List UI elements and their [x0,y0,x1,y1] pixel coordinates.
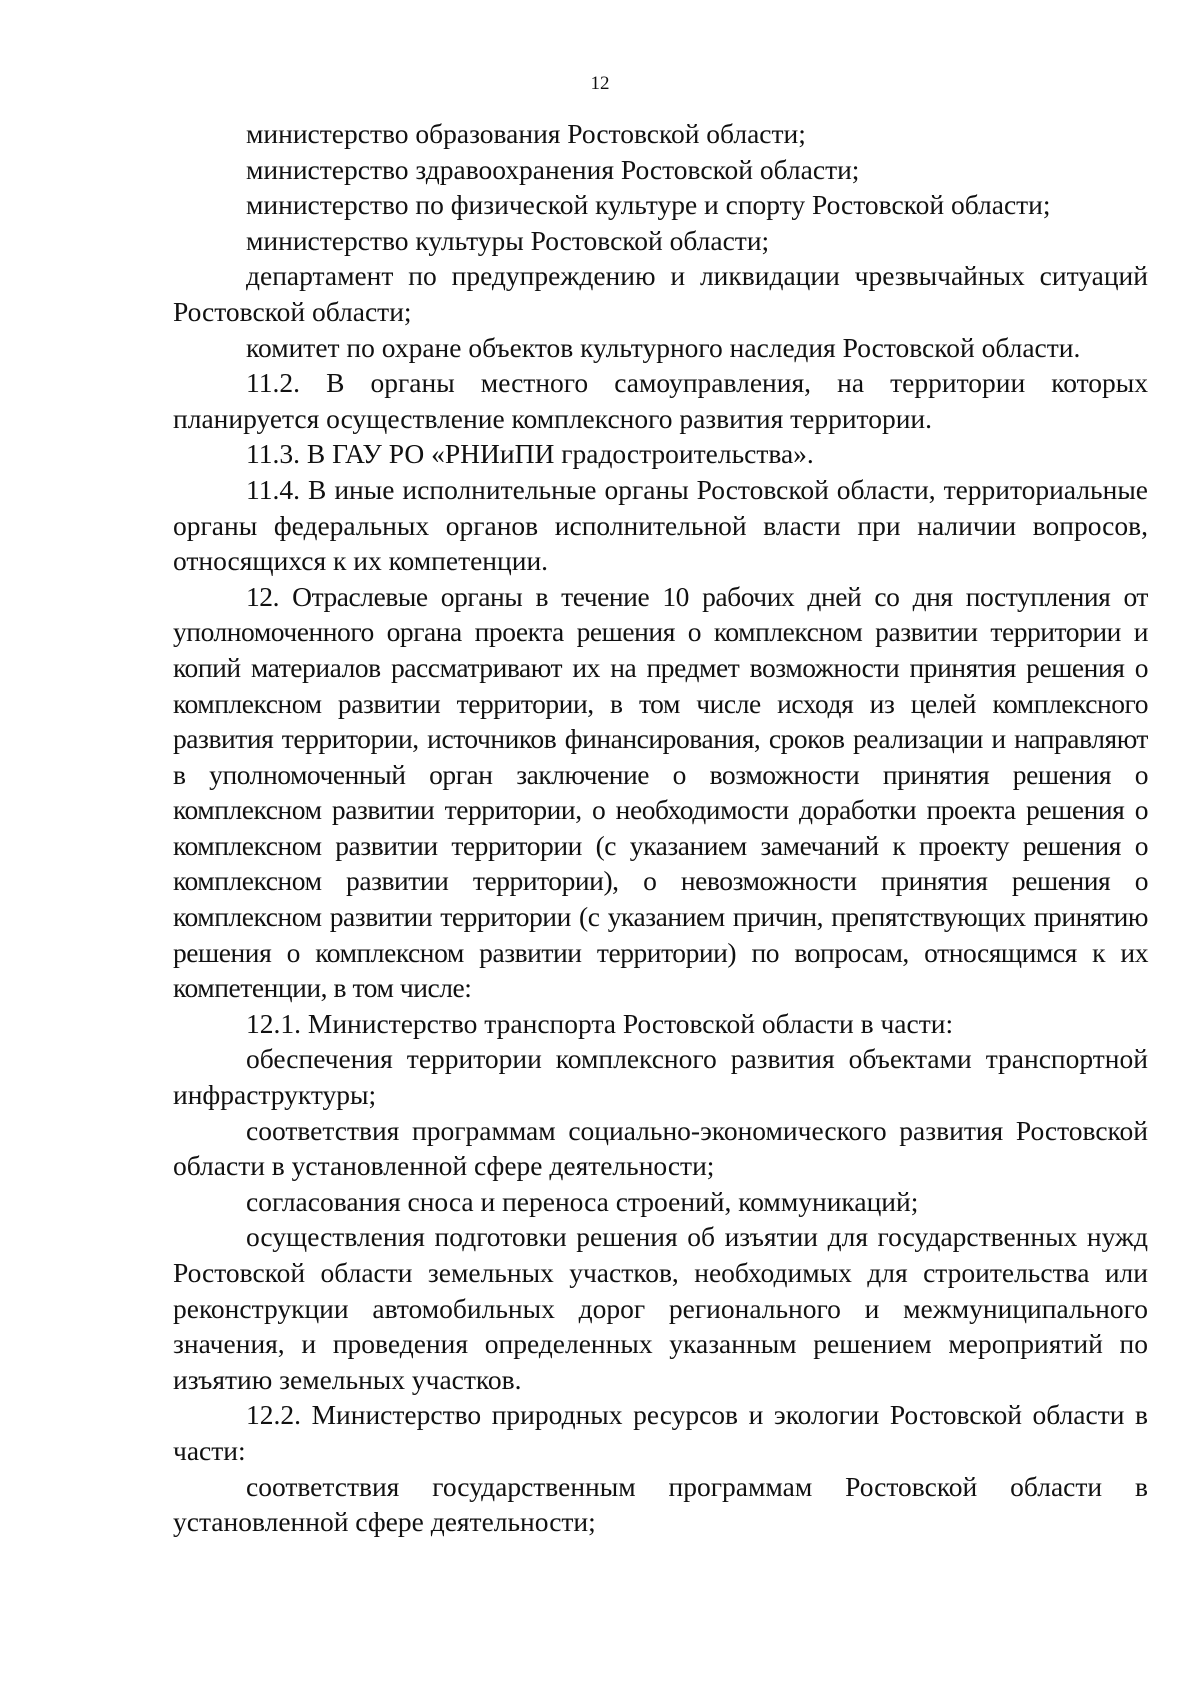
paragraph-programs-compliance: соответствия программам социально-экономического развития Ростовской области в установленной сфере деятельности; [173,1114,1148,1182]
paragraph-11-4: 11.4. В иные исполнительные органы Ростовской области, территориальные органы федеральных органов исполнительной власти при наличии вопросов, относящихся к их компетенции. [173,473,1148,577]
paragraph-ministry-sport: министерство по физической культуре и спорту Ростовской области; [246,189,1051,221]
paragraph-12: 12. Отраслевые органы в течение 10 рабочих дней со дня поступления от уполномоченного органа проекта решения о комплексном развитии территории и копий материалов рассматривают их на предмет возможности принятия решения о комплексном развитии территории, в том числе исходя из целей комплексного развития территории, источников финансирования, сроков реализации и направляют в уполномоченный орган заключение о возможности принятия решения о комплексном развитии территории, о необходимости доработки проекта решения о комплексном развитии территории (с указанием замечаний к проекту решения о комплексном развитии территории), о невозможности принятия решения о комплексном развитии территории (с указанием причин, препятствующих принятию решения о комплексном развитии территории) по вопросам, относящимся к их компетенции, в том числе: [173,580,1148,1004]
document-body [173,116,1148,1540]
page-number: 12 [590,73,610,94]
paragraph-11-3: 11.3. В ГАУ РО «РНИиПИ градостроительства». [246,438,814,470]
paragraph-emergency-department: департамент по предупреждению и ликвидации чрезвычайных ситуаций Ростовской области; [173,260,1148,327]
paragraph-ministry-education: министерство образования Ростовской области; [246,118,806,149]
paragraph-ministry-health: министерство здравоохранения Ростовской области; [246,153,860,185]
paragraph-12-2: 12.2. Министерство природных ресурсов и экологии Ростовской области в части: [173,1399,1148,1466]
paragraph-ministry-culture: министерство культуры Ростовской области; [246,224,770,256]
paragraph-heritage-committee: комитет по охране объектов культурного наследия Ростовской области. [246,331,1081,363]
paragraph-transport-infrastructure: обеспечения территории комплексного развития объектами транспортной инфраструктуры; [173,1043,1148,1111]
paragraph-12-1: 12.1. Министерство транспорта Ростовской области в части: [246,1007,954,1039]
paragraph-land-seizure: осуществления подготовки решения об изъятии для государственных нужд Ростовской области земельных участков, необходимых для строительства или реконструкции автомобильных дорог регионального и межмуниципального значения, и проведения определенных указанным решением мероприятий по изъятию земельных участков. [173,1221,1148,1395]
paragraph-11-2: 11.2. В органы местного самоуправления, на территории которых планируется осуществление комплексного развития территории. [173,367,1148,434]
paragraph-state-programs-compliance: соответствия государственным программам Ростовской области в установленной сфере деятельности; [173,1470,1148,1538]
paragraph-demolition-approval: согласования сноса и переноса строений, коммуникаций; [246,1185,919,1217]
